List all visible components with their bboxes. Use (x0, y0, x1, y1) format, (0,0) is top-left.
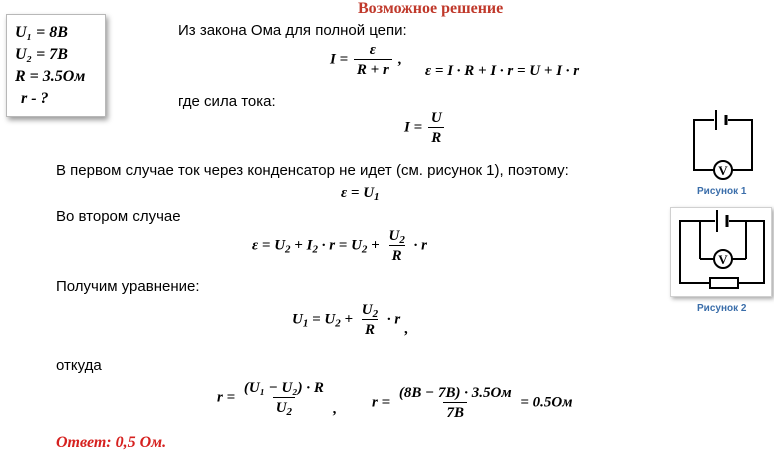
answer-text: Ответ: 0,5 Ом. (56, 434, 167, 451)
given-box (6, 14, 106, 117)
r-numerator: (U₁ − U₂) · R (243, 380, 324, 396)
c2-num-sub: 2 (399, 234, 405, 246)
fig2-resistor (710, 278, 738, 288)
eq-fraction (359, 302, 381, 338)
r-denominator (273, 397, 295, 416)
case1-eq: ε = U (341, 185, 375, 201)
eq-d: · r (386, 311, 401, 328)
r-comma: , (332, 401, 337, 418)
equation-formula (292, 302, 408, 338)
ohm-denominator: R + r (354, 59, 392, 78)
ohm-numerator: ε (369, 42, 376, 58)
emf-expansion: ε = I · R + I · r = U + I · r (425, 63, 580, 79)
r-numeric-formula (372, 385, 573, 421)
r-den-sub: 2 (286, 406, 293, 418)
c2-b-sub: 2 (312, 243, 318, 256)
c2-denominator: R (389, 245, 405, 264)
r2-fraction (396, 385, 515, 421)
current-lhs: I = (404, 119, 423, 136)
eq-b-sub: 2 (335, 317, 341, 330)
current-fraction (428, 110, 445, 146)
r-formula (217, 380, 336, 416)
eq-a: U (292, 311, 303, 328)
r-den: U (275, 400, 287, 416)
r-lhs: r = (217, 389, 236, 406)
current-numerator: U (430, 110, 442, 126)
c2-c-sub: 2 (361, 243, 368, 256)
c2-a-sub: 2 (285, 243, 291, 256)
c2-d: + (367, 237, 380, 254)
r2-result: = 0.5Ом (520, 394, 573, 411)
ohm-fraction (354, 42, 392, 78)
ohm-comma: , (397, 51, 402, 68)
fig2-voltmeter-label: V (718, 252, 728, 267)
case1-sub: 1 (374, 191, 380, 203)
given-line-unknown: r - ? (21, 90, 49, 107)
current-where-text: где сила тока: (178, 93, 276, 110)
eq-b: = U (308, 311, 336, 328)
current-denominator: R (428, 127, 444, 146)
ohm-lhs: I = (330, 51, 349, 68)
given-line-u1: U₁ = 8В (15, 24, 68, 41)
circuit-figure-2 (670, 207, 772, 297)
eq-comma: , (403, 321, 408, 338)
c2-numerator (385, 228, 407, 245)
eq-num: U (361, 302, 373, 318)
eq-c: + (340, 311, 354, 328)
given-line-r: R = 3.5Ом (15, 68, 86, 85)
c2-b: + I (290, 237, 313, 254)
fig1-caption: Рисунок 1 (697, 186, 747, 197)
intro-text: Из закона Ома для полной цепи: (178, 22, 407, 39)
c2-e: · r (413, 237, 427, 254)
get-equation-text: Получим уравнение: (56, 278, 200, 295)
case1-text: В первом случае ток через конденсатор не идет (см. рисунок 1), поэтому: (56, 162, 569, 179)
circuit-figure-1 (684, 108, 764, 183)
r-fraction (241, 380, 327, 416)
solution-title: Возможное решение (358, 0, 504, 17)
eq-numerator (359, 302, 381, 319)
eq-a-sub: 1 (302, 317, 309, 330)
eq-denominator: R (362, 319, 378, 338)
whence-text: откуда (56, 357, 102, 374)
c2-fraction (385, 228, 407, 264)
c2-a: ε = U (252, 237, 286, 254)
eq-num-sub: 2 (372, 308, 379, 320)
c2-num: U (388, 228, 400, 244)
c2-c: · r = U (317, 237, 362, 254)
case2-formula (252, 228, 427, 264)
case1-formula (341, 185, 380, 202)
case2-text: Во втором случае (56, 208, 181, 225)
ohm-law-formula (330, 42, 401, 78)
r2-lhs: r = (372, 394, 391, 411)
r2-denominator: 7В (443, 402, 467, 421)
current-formula (404, 110, 447, 146)
r2-numerator: (8В − 7В) · 3.5Ом (398, 385, 512, 401)
fig2-caption: Рисунок 2 (697, 303, 747, 314)
fig1-voltmeter-label: V (718, 163, 728, 178)
given-line-u2: U₂ = 7В (15, 46, 68, 63)
